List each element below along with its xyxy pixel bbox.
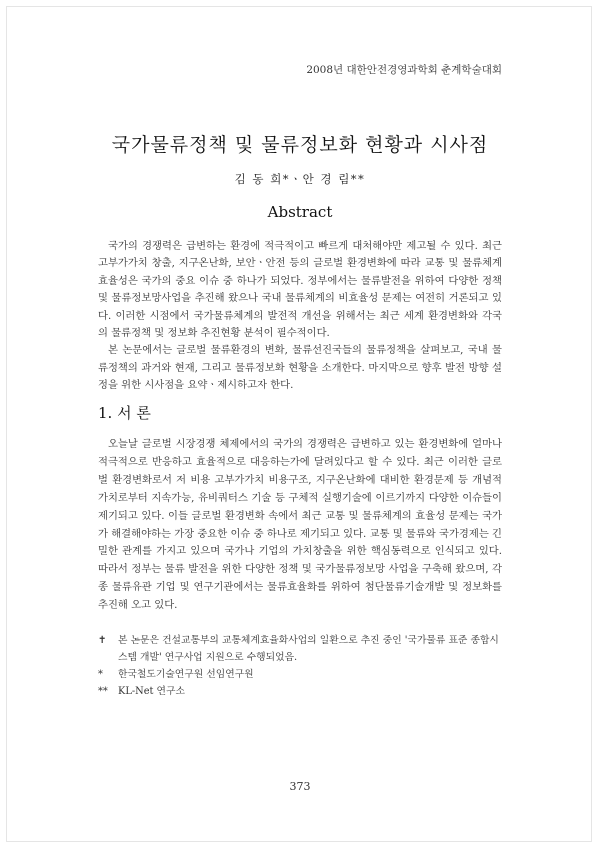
abstract-heading: Abstract: [267, 203, 333, 221]
abstract-body: [98, 238, 502, 395]
footnote-text: KL-Net 연구소: [118, 686, 185, 697]
footnotes: [98, 632, 502, 700]
running-header: 2008년 대한안전경영과학회 춘계학술대회: [306, 64, 502, 76]
section-introduction-body: [98, 436, 502, 615]
page-number: 373: [289, 780, 311, 793]
footnote-mark: *: [98, 669, 103, 680]
footnote-item: [98, 666, 502, 683]
footnote-item: [98, 683, 502, 700]
footnote-item: [98, 632, 502, 666]
abstract-paragraph: 본 논문에서는 글로벌 물류환경의 변화, 물류선진국들의 물류정책을 살펴보고, 국내 물류정책의 과거와 현재, 그리고 물류정보화 현황을 소개한다. 마지막으로 향후 발전 방향 설정을 위한 시사점을 요약ㆍ제시하고자 한다.: [98, 344, 502, 392]
footnote-mark: ✝: [98, 635, 107, 646]
section-heading-introduction: 1. 서 론: [98, 404, 151, 422]
paper-title: 국가물류정책 및 물류정보화 현황과 시사점: [111, 134, 489, 156]
body-paragraph: 오늘날 글로벌 시장경쟁 체제에서의 국가의 경쟁력은 급변하고 있는 환경변화에 얼마나 적극적으로 반응하고 효율적으로 대응하는가에 달려있다고 할 수 있다. 최근 이러한 글로벌 환경변화로서 저 비용 고부가가치 비용구조, 지구온난화에 대비한 환경문제 등 개념적 가치로부터 지속가능, 유비쿼터스 기술 등 구체적 실행기술에 이르기까지 다양한 이슈들이 제기되고 있다. 이들 글로벌 환경변화 속에서 최근 교통 및 물류체계의 효율성 문제는 국가가 해결해야하는 가장 중요한 이슈 중 하나로 제기되고 있다. 교통 및 물류와 국가경제는 긴밀한 관계를 가지고 있으며 국가나 기업의 가치창출을 위한 핵심동력으로 인식되고 있다. 따라서 정부는 물류 발전을 위한 다양한 정책 및 국가물류정보망 사업을 구축해 왔으며, 각종 물류유관 기업 및 연구기관에서는 물류효율화를 위하여 첨단물류기술개발 및 정보화를 추진해 오고 있다.: [98, 438, 502, 612]
footnote-text: 한국철도기술연구원 선임연구원: [118, 669, 254, 680]
footnote-text: 본 논문은 건설교통부의 교통체계효율화사업의 일환으로 추진 중인 '국가물류 표준 종합시스템 개발' 연구사업 지원으로 수행되었음.: [118, 635, 499, 663]
paper-authors: 김 동 희*ㆍ안 경 림**: [234, 172, 366, 186]
abstract-paragraph: 국가의 경쟁력은 급변하는 환경에 적극적이고 빠르게 대처해야만 제고될 수 있다. 최근 고부가가치 창출, 지구온난화, 보안ㆍ안전 등의 글로벌 환경변화에 따라 교통 및 물류체계 효율성은 국가의 중요 이슈 중 하나가 되었다. 정부에서는 물류발전을 위하여 다양한 정책 및 물류정보망사업을 추진해 왔으나 국내 물류체계의 비효율성 문제는 여전히 거론되고 있다. 이러한 시점에서 국가물류체계의 발전적 개선을 위해서는 최근 세계 환경변화와 각국의 물류정책 및 정보화 추진현황 분석이 필수적이다.: [98, 240, 503, 340]
footnote-mark: **: [98, 686, 108, 697]
